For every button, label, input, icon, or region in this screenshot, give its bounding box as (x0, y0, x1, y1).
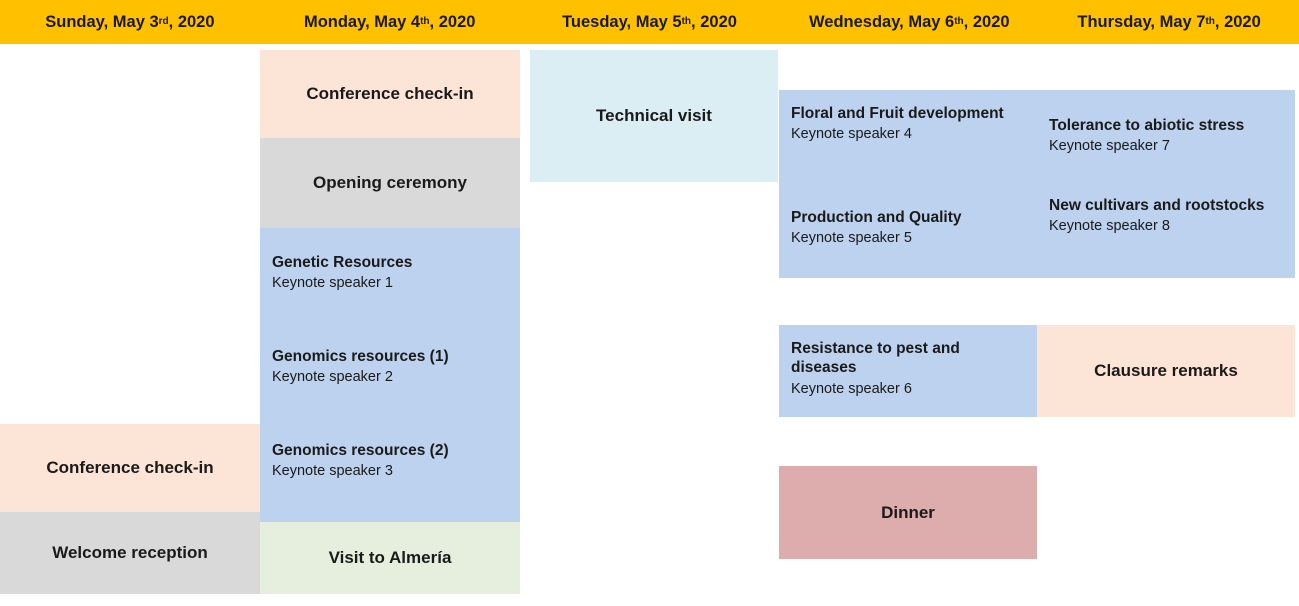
day-header-tuesday-year: , 2020 (691, 12, 737, 31)
clausure-remarks-title: Clausure remarks (1094, 361, 1238, 381)
session-5-title: Production and Quality (791, 209, 962, 226)
session-7-speaker: Keynote speaker 7 (1049, 138, 1170, 155)
sunday-welcome-reception-title: Welcome reception (52, 543, 208, 563)
session-tolerance-abiotic-stress (1037, 116, 1295, 156)
session-7-title: Tolerance to abiotic stress (1049, 117, 1245, 134)
monday-conference-checkin-block (260, 50, 520, 138)
session-4-title: Floral and Fruit development (791, 105, 1004, 122)
day-header-thursday-year: , 2020 (1214, 12, 1261, 31)
day-header-wednesday-weekday: Wednesday, May 6 (809, 12, 955, 31)
session-resistance-pest-diseases-block (779, 325, 1037, 417)
session-8-speaker: Keynote speaker 8 (1049, 218, 1170, 235)
session-4-speaker: Keynote speaker 4 (791, 126, 912, 143)
monday-session-1-speaker: Keynote speaker 1 (272, 275, 393, 292)
tuesday-technical-visit-block (530, 50, 778, 182)
midweek-sessions-panel (779, 90, 1295, 278)
tuesday-technical-visit-title: Technical visit (596, 106, 712, 126)
monday-session-genetic-resources (260, 253, 520, 293)
day-header-wednesday: Wednesday, May 6 th , 2020 (809, 12, 1010, 31)
monday-conference-checkin-title: Conference check-in (306, 84, 474, 104)
day-header-row (0, 0, 1299, 44)
session-6-speaker: Keynote speaker 6 (791, 380, 912, 397)
day-header-monday: Monday, May 4 th , 2020 (303, 12, 476, 31)
monday-opening-ceremony-block (260, 138, 520, 228)
sunday-conference-checkin-block (0, 424, 260, 512)
monday-session-2-title: Genomics resources (1) (272, 348, 449, 365)
day-header-thursday-weekday: Thursday, May 7 (1077, 12, 1206, 31)
dinner-title: Dinner (881, 502, 935, 522)
monday-sessions-panel (260, 228, 520, 522)
monday-session-genomics-1 (260, 347, 520, 387)
monday-session-2-speaker: Keynote speaker 2 (272, 369, 393, 386)
session-floral-fruit-development (779, 104, 1037, 144)
monday-session-genomics-2 (260, 441, 520, 481)
sunday-welcome-reception-block (0, 512, 260, 594)
monday-session-3-speaker: Keynote speaker 3 (272, 463, 393, 480)
clausure-remarks-block (1037, 325, 1295, 417)
session-new-cultivars-rootstocks (1037, 196, 1295, 236)
day-header-sunday-weekday: Sunday, May 3 (45, 12, 159, 31)
day-header-sunday-year: , 2020 (168, 12, 215, 31)
day-header-wednesday-year: , 2020 (963, 12, 1010, 31)
session-production-quality (779, 208, 1037, 248)
day-header-thursday: Thursday, May 7 th , 2020 (1077, 12, 1261, 31)
day-header-monday-year: , 2020 (429, 12, 476, 31)
monday-opening-ceremony-title: Opening ceremony (313, 173, 467, 193)
session-6-title: Resistance to pest and diseases (791, 340, 960, 377)
sunday-conference-checkin-title: Conference check-in (46, 458, 214, 478)
day-header-monday-weekday: Monday, May 4 (303, 12, 421, 31)
monday-visit-almeria-block (260, 522, 520, 594)
session-5-speaker: Keynote speaker 5 (791, 230, 912, 247)
session-8-title: New cultivars and rootstocks (1049, 197, 1265, 214)
monday-session-1-title: Genetic Resources (272, 254, 413, 271)
monday-visit-almeria-title: Visit to Almería (328, 548, 452, 568)
day-header-tuesday: Tuesday, May 5 th , 2020 (562, 12, 737, 31)
dinner-block (779, 466, 1037, 559)
monday-session-3-title: Genomics resources (2) (272, 442, 449, 459)
day-header-tuesday-weekday: Tuesday, May 5 (562, 12, 682, 31)
day-header-sunday: Sunday, May 3 rd , 2020 (45, 12, 215, 31)
